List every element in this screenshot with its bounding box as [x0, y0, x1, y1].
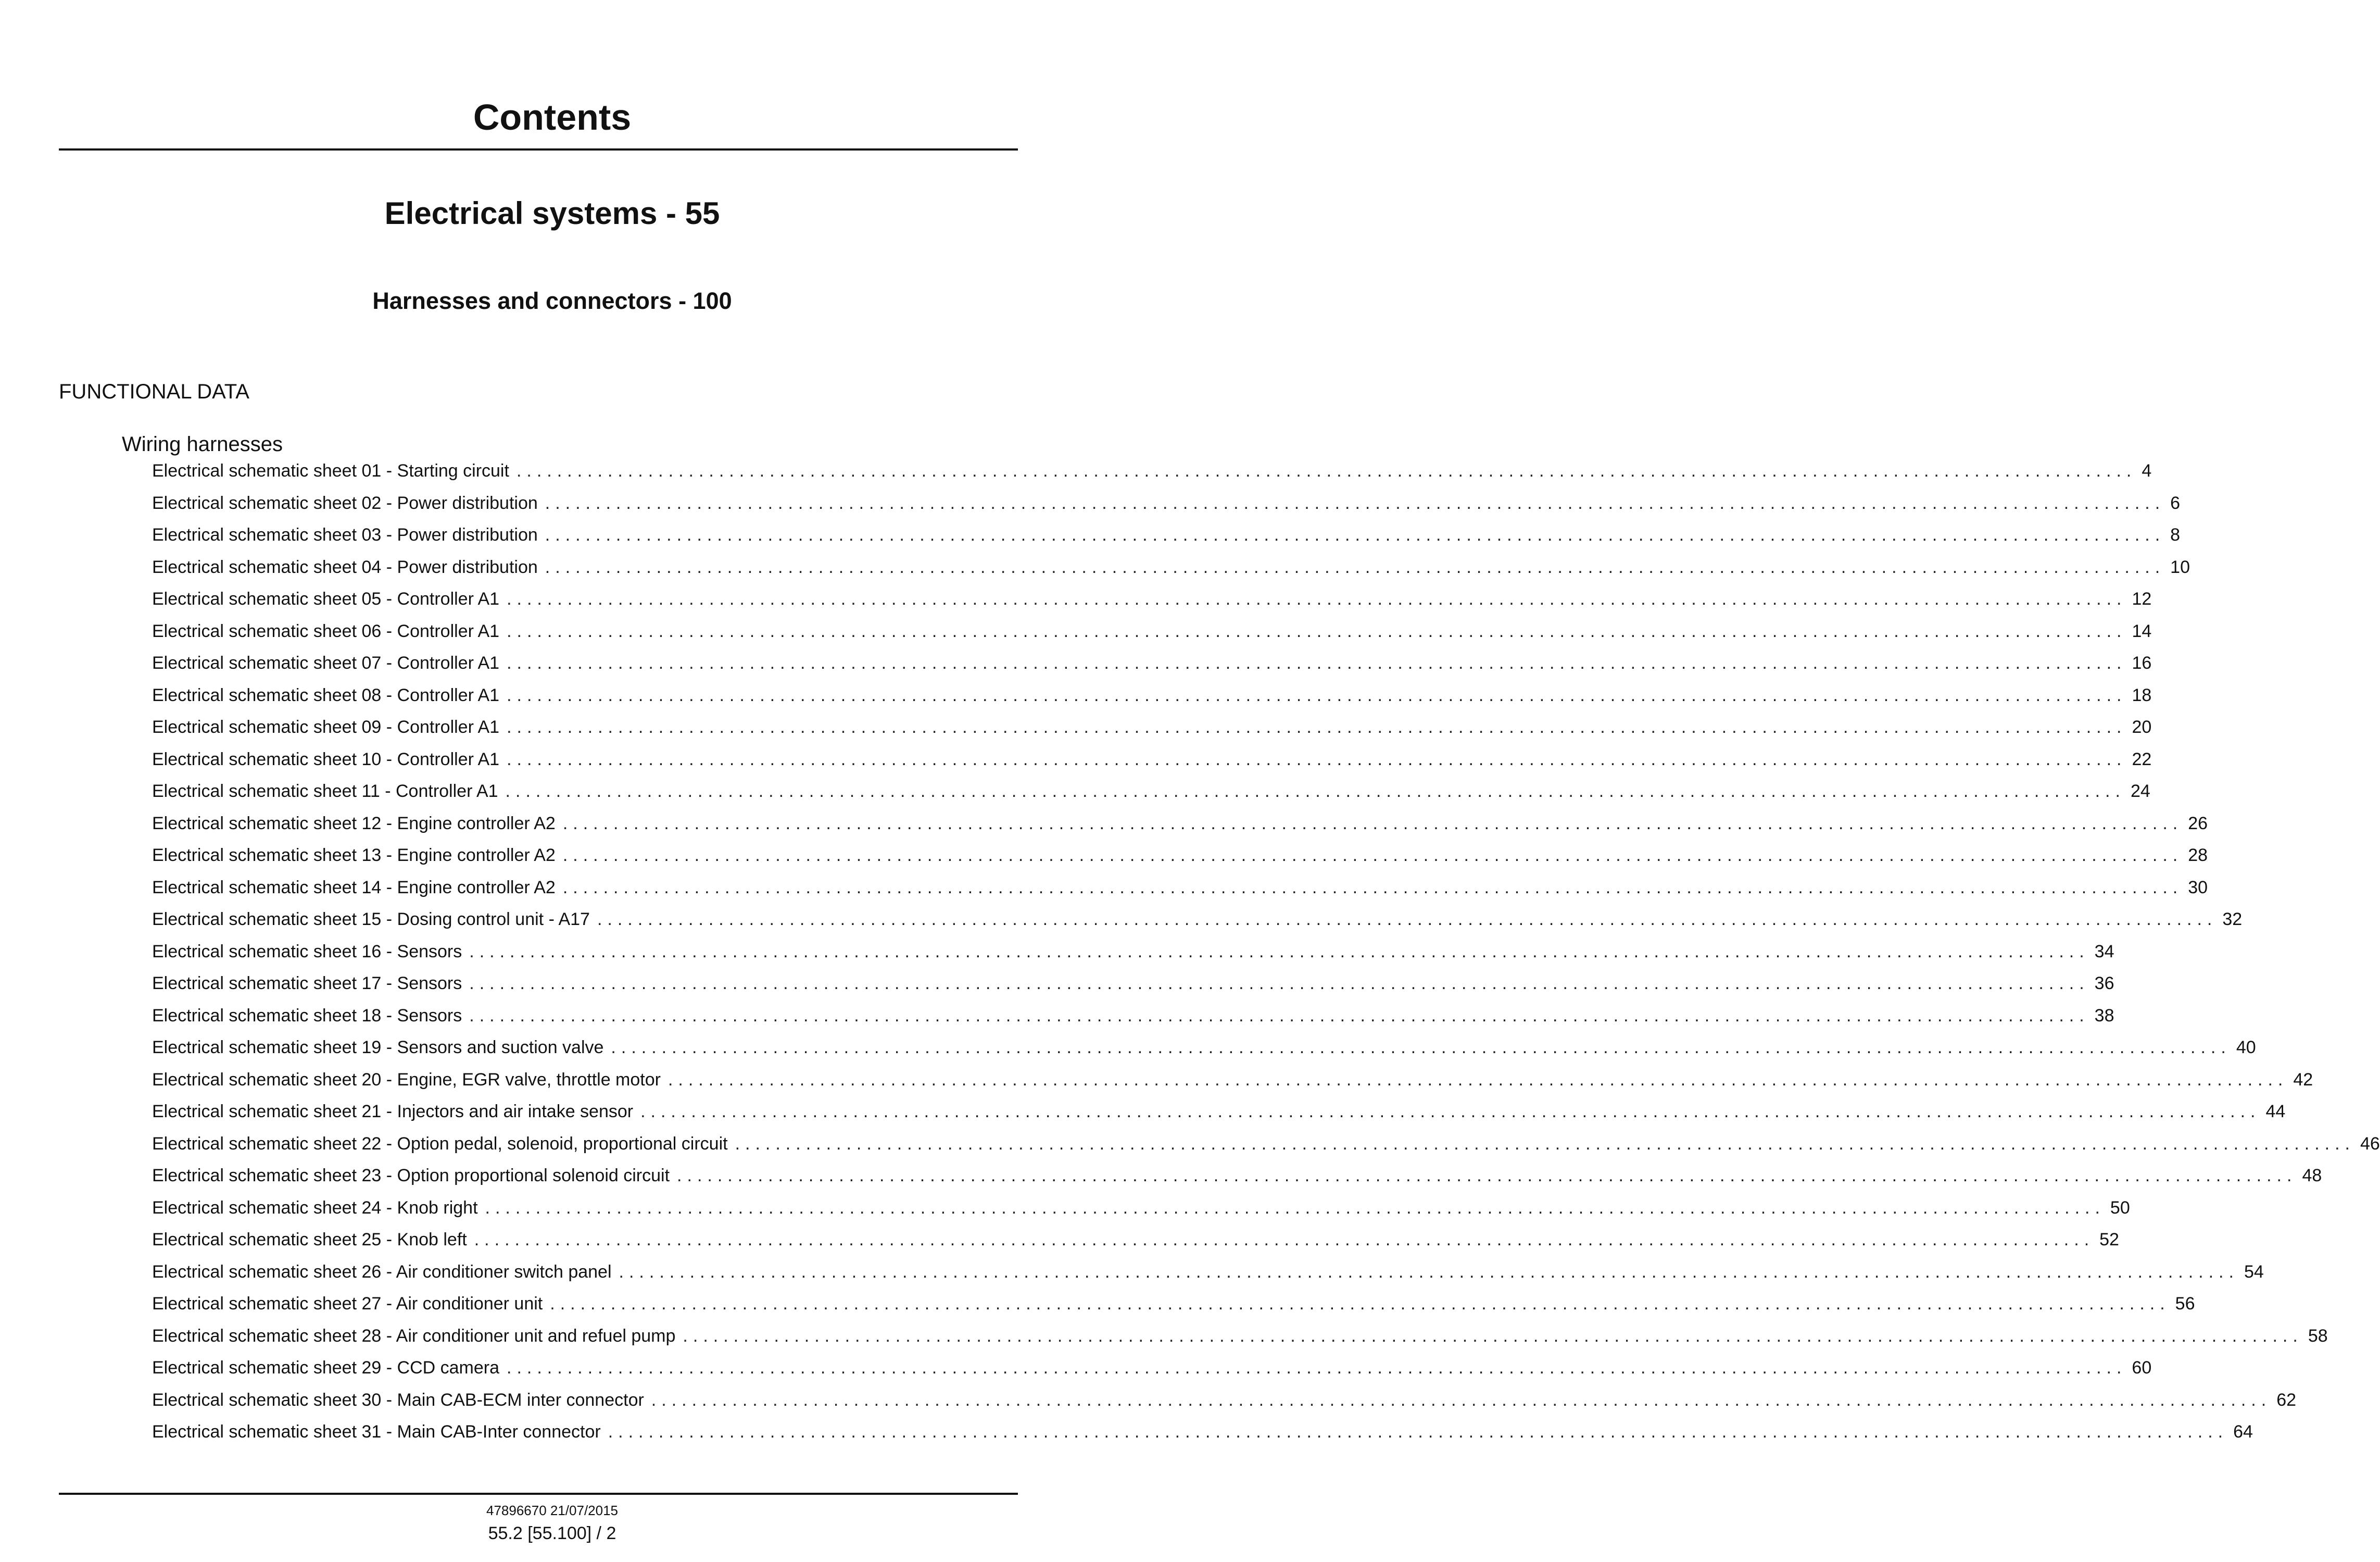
- toc-entry-page: 64: [2233, 1422, 2253, 1442]
- toc-leader-dots: ................................................................................................................................................................: [507, 749, 2127, 769]
- toc-entry[interactable]: [152, 491, 2181, 523]
- toc-entry-title: Electrical schematic sheet 17 - Sensors: [152, 973, 462, 993]
- toc-entry[interactable]: [152, 522, 2181, 555]
- toc-entry[interactable]: [152, 715, 2152, 747]
- toc-entry-title: Electrical schematic sheet 13 - Engine controller A2: [152, 845, 556, 865]
- toc-leader-dots: ................................................................................................................................................................: [507, 589, 2127, 609]
- toc-entry[interactable]: [152, 619, 2152, 651]
- toc-entry-page: 48: [2302, 1166, 2322, 1185]
- toc-entry[interactable]: [152, 1003, 2114, 1035]
- toc-entry-title: Electrical schematic sheet 02 - Power distribution: [152, 493, 538, 513]
- toc-leader-dots: ................................................................................................................................................................: [507, 1358, 2127, 1378]
- toc-entry-title: Electrical schematic sheet 21 - Injectors and air intake sensor: [152, 1102, 634, 1121]
- toc-entry[interactable]: [152, 555, 2190, 587]
- toc-entry-title: Electrical schematic sheet 01 - Starting circuit: [152, 461, 509, 481]
- toc-entry-title: Electrical schematic sheet 24 - Knob right: [152, 1197, 478, 1218]
- toc-entry-page: 62: [2276, 1390, 2297, 1410]
- page-number: 55.2 [55.100] / 2: [488, 1523, 616, 1543]
- toc-entry[interactable]: [152, 875, 2208, 907]
- toc-entry-page: 42: [2293, 1069, 2313, 1090]
- toc-entry-page: 50: [2110, 1197, 2130, 1218]
- toc-entry-title: Electrical schematic sheet 27 - Air conditioner unit: [152, 1294, 543, 1314]
- toc-leader-dots: ................................................................................................................................................................: [677, 1166, 2297, 1185]
- toc-leader-dots: ................................................................................................................................................................: [507, 653, 2127, 673]
- toc-leader-dots: ................................................................................................................................................................: [507, 621, 2127, 641]
- toc-entry[interactable]: [152, 1131, 2380, 1164]
- toc-entry[interactable]: [152, 458, 2152, 491]
- toc-entry-page: 56: [2175, 1294, 2195, 1314]
- toc-entry-page: 4: [2142, 461, 2152, 481]
- toc-entry-page: 52: [2099, 1230, 2119, 1249]
- toc-leader-dots: ................................................................................................................................................................: [597, 909, 2218, 929]
- toc-entry-page: 46: [2360, 1133, 2380, 1154]
- toc-entry-title: Electrical schematic sheet 16 - Sensors: [152, 941, 462, 961]
- toc-entry-page: 60: [2132, 1358, 2152, 1378]
- toc-entry-title: Electrical schematic sheet 25 - Knob left: [152, 1230, 467, 1249]
- toc-entry[interactable]: [152, 651, 2152, 683]
- toc-entry-page: 12: [2132, 589, 2152, 609]
- wiring-harnesses-heading: Wiring harnesses: [122, 433, 283, 456]
- toc-entry-title: Electrical schematic sheet 08 - Controller A1: [152, 685, 500, 705]
- toc-entry[interactable]: [152, 1099, 2286, 1131]
- toc-entry[interactable]: [152, 1355, 2152, 1388]
- toc-entry-title: Electrical schematic sheet 12 - Engine controller A2: [152, 813, 556, 833]
- toc-entry[interactable]: [152, 1163, 2322, 1195]
- toc-entry-page: 8: [2170, 525, 2181, 545]
- toc-entry-title: Electrical schematic sheet 07 - Controller A1: [152, 653, 500, 673]
- toc-entry-page: 58: [2308, 1326, 2328, 1346]
- subsection-title: Harnesses and connectors - 100: [372, 288, 732, 314]
- toc-entry-page: 26: [2188, 813, 2208, 833]
- toc-entry[interactable]: [152, 1388, 2297, 1420]
- toc-leader-dots: ................................................................................................................................................................: [469, 1005, 2089, 1026]
- toc-entry-page: 16: [2132, 653, 2152, 673]
- toc-entry-page: 14: [2132, 621, 2152, 641]
- toc-leader-dots: ................................................................................................................................................................: [611, 1038, 2231, 1057]
- toc-entry-title: Electrical schematic sheet 29 - CCD camera: [152, 1358, 500, 1378]
- toc-entry[interactable]: [152, 939, 2114, 971]
- toc-entry-title: Electrical schematic sheet 06 - Controller A1: [152, 621, 500, 641]
- toc-entry[interactable]: [152, 843, 2208, 875]
- functional-data-heading: FUNCTIONAL DATA: [59, 380, 249, 403]
- toc-leader-dots: ................................................................................................................................................................: [651, 1390, 2272, 1410]
- toc-leader-dots: ................................................................................................................................................................: [474, 1230, 2095, 1249]
- toc-entry[interactable]: [152, 779, 2150, 811]
- toc-entry-title: Electrical schematic sheet 23 - Option proportional solenoid circuit: [152, 1166, 670, 1185]
- toc-entry[interactable]: [152, 1259, 2264, 1292]
- section-title: Electrical systems - 55: [384, 196, 720, 231]
- toc-leader-dots: ................................................................................................................................................................: [507, 685, 2127, 705]
- toc-entry-page: 38: [2094, 1005, 2114, 1026]
- toc-leader-dots: ................................................................................................................................................................: [562, 845, 2183, 865]
- toc-entry-title: Electrical schematic sheet 03 - Power distribution: [152, 525, 538, 545]
- toc-entry[interactable]: [152, 907, 2243, 939]
- toc-entry-page: 32: [2222, 909, 2243, 929]
- toc-leader-dots: ................................................................................................................................................................: [683, 1326, 2303, 1346]
- toc-leader-dots: ................................................................................................................................................................: [640, 1102, 2261, 1121]
- toc-entry-title: Electrical schematic sheet 31 - Main CAB-Inter connector: [152, 1422, 601, 1442]
- toc-entry-page: 28: [2188, 845, 2208, 865]
- toc-entry-title: Electrical schematic sheet 20 - Engine, EGR valve, throttle motor: [152, 1069, 661, 1090]
- toc-entry-page: 54: [2244, 1261, 2264, 1282]
- toc-entry[interactable]: [152, 683, 2152, 715]
- toc-leader-dots: ................................................................................................................................................................: [562, 813, 2183, 833]
- toc-entry-title: Electrical schematic sheet 10 - Controller A1: [152, 749, 500, 769]
- toc-entry-page: 36: [2094, 973, 2114, 993]
- toc-leader-dots: ................................................................................................................................................................: [545, 525, 2165, 545]
- toc-leader-dots: ................................................................................................................................................................: [505, 781, 2125, 801]
- toc-leader-dots: ................................................................................................................................................................: [469, 973, 2089, 993]
- toc-entry-title: Electrical schematic sheet 26 - Air conditioner switch panel: [152, 1261, 612, 1282]
- toc-leader-dots: ................................................................................................................................................................: [469, 941, 2089, 961]
- toc-entry-title: Electrical schematic sheet 22 - Option pedal, solenoid, proportional circuit: [152, 1133, 728, 1154]
- toc-entry-page: 24: [2130, 781, 2150, 801]
- toc-entry[interactable]: [152, 1419, 2253, 1452]
- toc-leader-dots: ................................................................................................................................................................: [507, 717, 2127, 737]
- toc-entry-title: Electrical schematic sheet 14 - Engine controller A2: [152, 877, 556, 897]
- page-title: Contents: [473, 97, 632, 138]
- toc-leader-dots: ................................................................................................................................................................: [608, 1422, 2228, 1442]
- toc-leader-dots: ................................................................................................................................................................: [735, 1133, 2355, 1154]
- toc-entry-page: 20: [2132, 717, 2152, 737]
- toc-leader-dots: ................................................................................................................................................................: [545, 493, 2165, 513]
- toc-entry-title: Electrical schematic sheet 05 - Controller A1: [152, 589, 500, 609]
- toc-entry[interactable]: [152, 1067, 2313, 1099]
- toc-leader-dots: ................................................................................................................................................................: [545, 557, 2165, 577]
- toc-entry[interactable]: [152, 1291, 2195, 1323]
- toc-entry-page: 18: [2132, 685, 2152, 705]
- toc-entry-title: Electrical schematic sheet 11 - Controller A1: [152, 781, 498, 801]
- toc-entry-title: Electrical schematic sheet 18 - Sensors: [152, 1005, 462, 1026]
- toc-entry-page: 30: [2188, 877, 2208, 897]
- toc-leader-dots: ................................................................................................................................................................: [550, 1294, 2170, 1314]
- bottom-rule: [59, 1493, 1018, 1495]
- toc-entry-title: Electrical schematic sheet 30 - Main CAB-ECM inter connector: [152, 1390, 644, 1410]
- toc-entry-page: 10: [2170, 557, 2190, 577]
- top-rule: [59, 148, 1018, 151]
- toc-entry[interactable]: [152, 1227, 2119, 1259]
- toc-leader-dots: ................................................................................................................................................................: [562, 877, 2183, 897]
- toc-list: [152, 458, 2380, 1452]
- document-id: 47896670 21/07/2015: [486, 1503, 619, 1518]
- toc-leader-dots: ................................................................................................................................................................: [516, 461, 2137, 481]
- toc-entry[interactable]: [152, 1195, 2130, 1228]
- toc-entry-page: 6: [2170, 493, 2181, 513]
- toc-entry-page: 22: [2132, 749, 2152, 769]
- toc-entry-title: Electrical schematic sheet 04 - Power distribution: [152, 557, 538, 577]
- toc-leader-dots: ................................................................................................................................................................: [485, 1197, 2105, 1218]
- toc-entry-title: Electrical schematic sheet 09 - Controller A1: [152, 717, 500, 737]
- toc-entry-title: Electrical schematic sheet 15 - Dosing control unit - A17: [152, 909, 590, 929]
- toc-entry[interactable]: [152, 1323, 2328, 1356]
- toc-entry-page: 44: [2265, 1102, 2286, 1121]
- toc-leader-dots: ................................................................................................................................................................: [619, 1261, 2239, 1282]
- toc-entry[interactable]: [152, 971, 2114, 1003]
- toc-entry-title: Electrical schematic sheet 28 - Air conditioner unit and refuel pump: [152, 1326, 676, 1346]
- toc-entry[interactable]: [152, 1035, 2256, 1067]
- toc-entry[interactable]: [152, 747, 2152, 779]
- toc-entry[interactable]: [152, 586, 2152, 619]
- toc-entry-page: 34: [2094, 941, 2114, 961]
- toc-entry-page: 40: [2236, 1038, 2256, 1057]
- toc-leader-dots: ................................................................................................................................................................: [668, 1069, 2288, 1090]
- toc-entry-title: Electrical schematic sheet 19 - Sensors and suction valve: [152, 1038, 604, 1057]
- toc-entry[interactable]: [152, 811, 2208, 843]
